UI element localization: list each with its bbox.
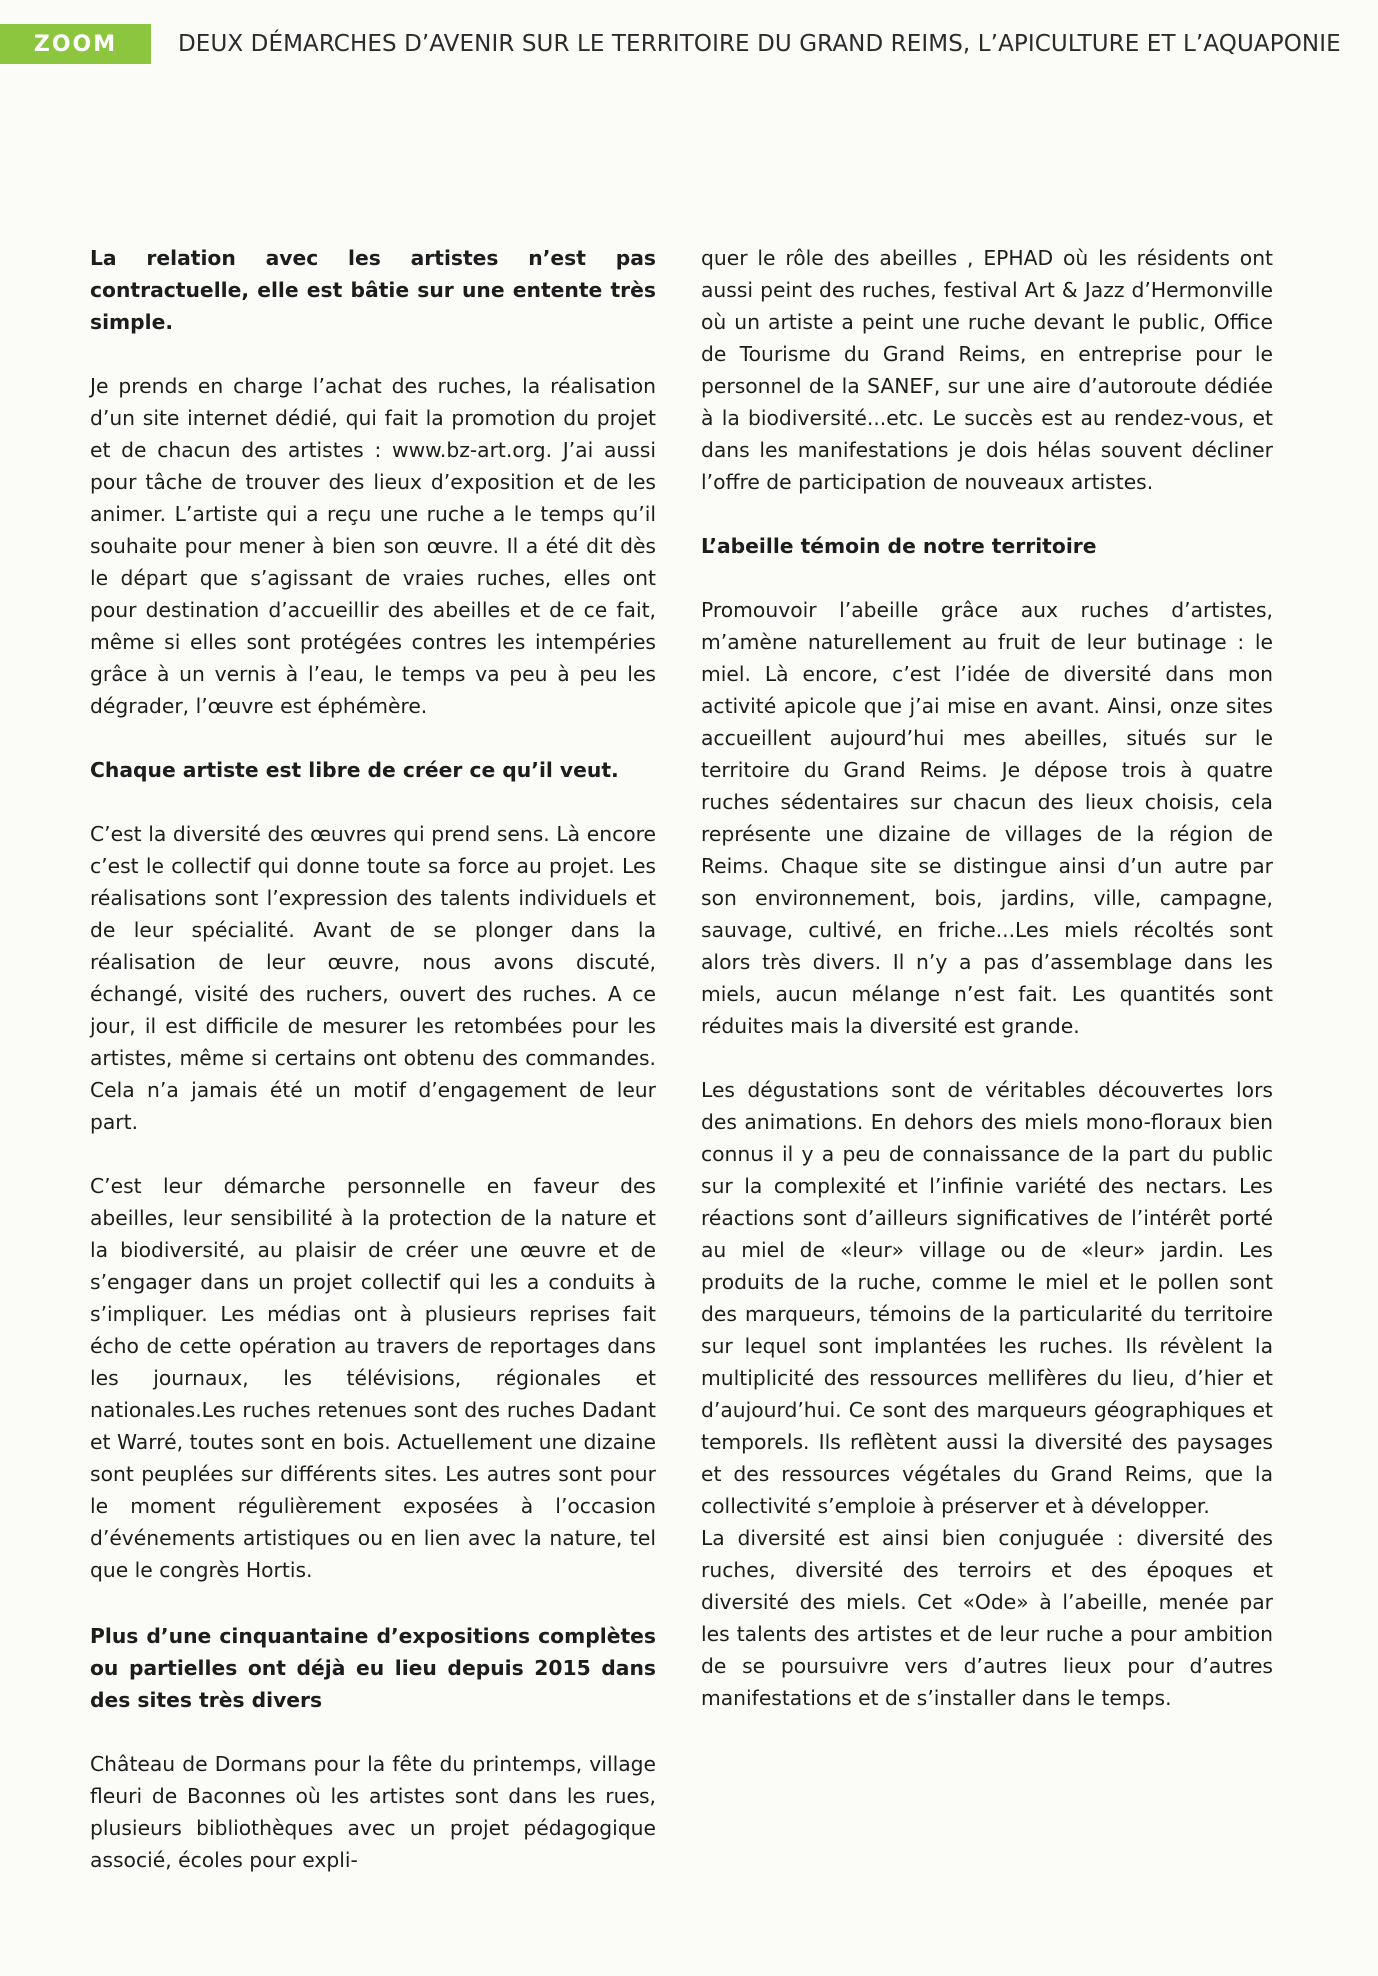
lead-paragraph: La relation avec les artistes n’est pas contractuelle, elle est bâtie sur une entente très simple. (90, 246, 656, 334)
paragraph: Château de Dormans pour la fête du printemps, village fleuri de Baconnes où les artistes sont dans les rues, plusieurs bibliothèques avec un projet pédagogique associé, écoles pour expli- (90, 1752, 656, 1872)
paragraph: La diversité est ainsi bien conjuguée : diversité des ruches, diversité des terroirs et des époques et diversité des miels. Cet «Ode» à l’abeille, menée par les talents des artistes et de leur ruche a pour ambition de se poursuivre vers d’autres lieux pour d’autres manifestations et de s’installer dans le temps. (701, 1526, 1273, 1710)
section-heading: Plus d’une cinquantaine d’expositions complètes ou partielles ont déjà eu lieu depuis 2015 dans des sites très divers (90, 1624, 656, 1712)
left-column (90, 242, 656, 1876)
paragraph: quer le rôle des abeilles , EPHAD où les résidents ont aussi peint des ruches, festival Art & Jazz d’Hermonville où un artiste a peint une ruche devant le public, Office de Tourisme du Grand Reims, en entreprise pour le personnel de la SANEF, sur une aire d’autoroute dédiée à la biodiversité...etc. Le succès est au rendez-vous, et dans les manifestations je dois hélas souvent décliner l’offre de participation de nouveaux artistes. (701, 246, 1273, 494)
page-header (0, 24, 1378, 64)
paragraph: Les dégustations sont de véritables découvertes lors des animations. En dehors des miels mono-floraux bien connus il y a peu de connaissance de la part du public sur la complexité et l’infinie variété des nectars. Les réactions sont d’ailleurs significatives de l’intérêt porté au miel de «leur» village ou de «leur» jardin. Les produits de la ruche, comme le miel et le pollen sont des marqueurs, témoins de la particularité du territoire sur lequel sont implantées les ruches. Ils révèlent la multiplicité des ressources mellifères du lieu, d’hier et d’aujourd’hui. Ce sont des marqueurs géographiques et temporels. Ils reflètent aussi la diversité des paysages et des ressources végétales du Grand Reims, que la collectivité s’emploie à préserver et à développer. (701, 1078, 1273, 1518)
right-column (701, 242, 1273, 1714)
paragraph: Promouvoir l’abeille grâce aux ruches d’artistes, m’amène naturellement au fruit de leur butinage : le miel. Là encore, c’est l’idée de diversité dans mon activité apicole que j’ai mise en avant. Ainsi, onze sites accueillent aujourd’hui mes abeilles, situés sur le territoire du Grand Reims. Je dépose trois à quatre ruches sédentaires sur chacun des lieux choisis, cela représente une dizaine de villages de la région de Reims. Chaque site se distingue ainsi d’un autre par son environnement, bois, jardins, ville, campagne, sauvage, cultivé, en friche...Les miels récoltés sont alors très divers. Il n’y a pas d’assemblage dans les miels, aucun mélange n’est fait. Les quantités sont réduites mais la diversité est grande. (701, 598, 1273, 1038)
paragraph: C’est la diversité des œuvres qui prend sens. Là encore c’est le collectif qui donne toute sa force au projet. Les réalisations sont l’expression des talents individuels et de leur spécialité. Avant de se plonger dans la réalisation de leur œuvre, nous avons discuté, échangé, visité des ruchers, ouvert des ruches. A ce jour, il est difficile de mesurer les retombées pour les artistes, même si certains ont obtenu des commandes. Cela n’a jamais été un motif d’engagement de leur part. (90, 822, 656, 1134)
page-title: DEUX DÉMARCHES D’AVENIR SUR LE TERRITOIRE DU GRAND REIMS, L’APICULTURE ET L’AQUAPONIE (178, 31, 1341, 57)
section-tag: ZOOM (0, 24, 151, 64)
section-heading: L’abeille témoin de notre territoire (701, 534, 1097, 558)
paragraph: Je prends en charge l’achat des ruches, la réalisation d’un site internet dédié, qui fait la promotion du projet et de chacun des artistes : www.bz-art.org. J’ai aussi pour tâche de trouver des lieux d’exposition et de les animer. L’artiste qui a reçu une ruche a le temps qu’il souhaite pour mener à bien son œuvre. Il a été dit dès le départ que s’agissant de vraies ruches, elles ont pour destination d’accueillir des abeilles et de ce fait, même si elles sont protégées contres les intempéries grâce à un vernis à l’eau, le temps va peu à peu les dégrader, l’œuvre est éphémère. (90, 374, 656, 718)
section-heading: Chaque artiste est libre de créer ce qu’il veut. (90, 758, 619, 782)
paragraph: C’est leur démarche personnelle en faveur des abeilles, leur sensibilité à la protection de la nature et la biodiversité, au plaisir de créer une œuvre et de s’engager dans un projet collectif qui les a conduits à s’impliquer. Les médias ont à plusieurs reprises fait écho de cette opération au travers de reportages dans les journaux, les télévisions, régionales et nationales.Les ruches retenues sont des ruches Dadant et Warré, toutes sont en bois. Actuellement une dizaine sont peuplées sur différents sites. Les autres sont pour le moment régulièrement exposées à l’occasion d’événements artistiques ou en lien avec la nature, tel que le congrès Hortis. (90, 1174, 656, 1582)
